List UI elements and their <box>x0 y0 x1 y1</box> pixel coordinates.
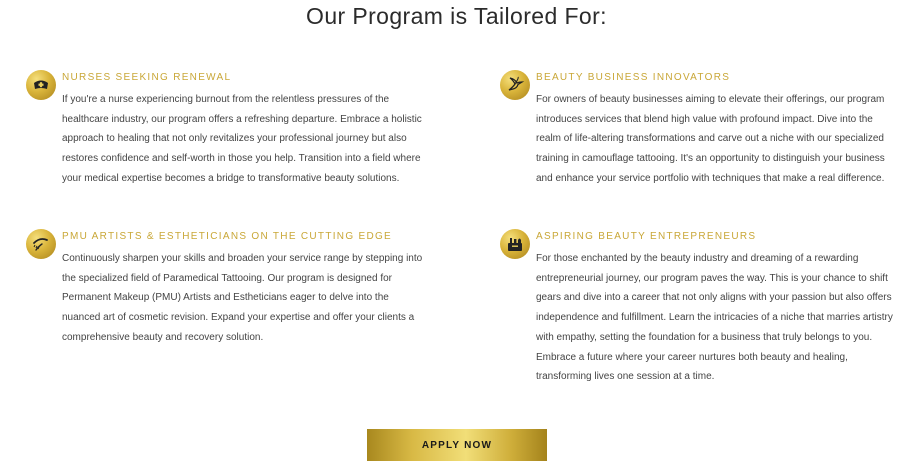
nurse-cap-icon <box>26 70 56 100</box>
card-description: For owners of beauty businesses aiming to elevate their offerings, our program introduces services that blend high value with profound impact. Dive into the realm of life-altering transformations and carve out a niche with our specialized training in camouflage tattooing. It's an opportunity to distinguish your business and enhance your service portfolio with techniques that make a real difference. <box>536 94 885 184</box>
card-description: If you're a nurse experiencing burnout from the relentless pressures of the healthcare industry, our program offers a refreshing departure. Embrace a holistic approach to healing that not only revitalizes your professional journey but also restores confidence and self-worth in those you help. Transition into a field where your medical expertise becomes a bridge to transformative beauty solutions. <box>62 94 422 184</box>
card-heading: BEAUTY BUSINESS INNOVATORS <box>536 72 731 83</box>
hummingbird-icon <box>500 70 530 100</box>
card-heading: ASPIRING BEAUTY ENTREPRENEURS <box>536 231 757 242</box>
card-heading: NURSES SEEKING RENEWAL <box>62 72 232 83</box>
beauty-kit-icon <box>500 229 530 259</box>
card-description: For those enchanted by the beauty industry and dreaming of a rewarding entrepreneurial journey, our program paves the way. This is your chance to shift gears and dive into a career that not only aligns with your passion but also offers independence and fulfillment. Learn the intricacies of a niche that marries artistry with empathy, setting the foundation for a business that truly belongs to you. Embrace a future where your career nurtures both beauty and healing, transforming lives one session at a time. <box>536 253 893 383</box>
eyebrow-brush-icon <box>26 229 56 259</box>
page-title: Our Program is Tailored For: <box>306 3 607 29</box>
apply-now-button[interactable]: APPLY NOW <box>367 429 547 461</box>
card-description: Continuously sharpen your skills and broaden your service range by stepping into the specialized field of Paramedical Tattooing. Our program is designed for Permanent Makeup (PMU) Artists and Estheticians eager to delve into the nuanced art of cosmetic revision. Expand your expertise and offer your clients a comprehensive beauty and recovery solution. <box>62 253 423 343</box>
card-heading: PMU ARTISTS & ESTHETICIANS ON THE CUTTING EDGE <box>62 231 393 242</box>
